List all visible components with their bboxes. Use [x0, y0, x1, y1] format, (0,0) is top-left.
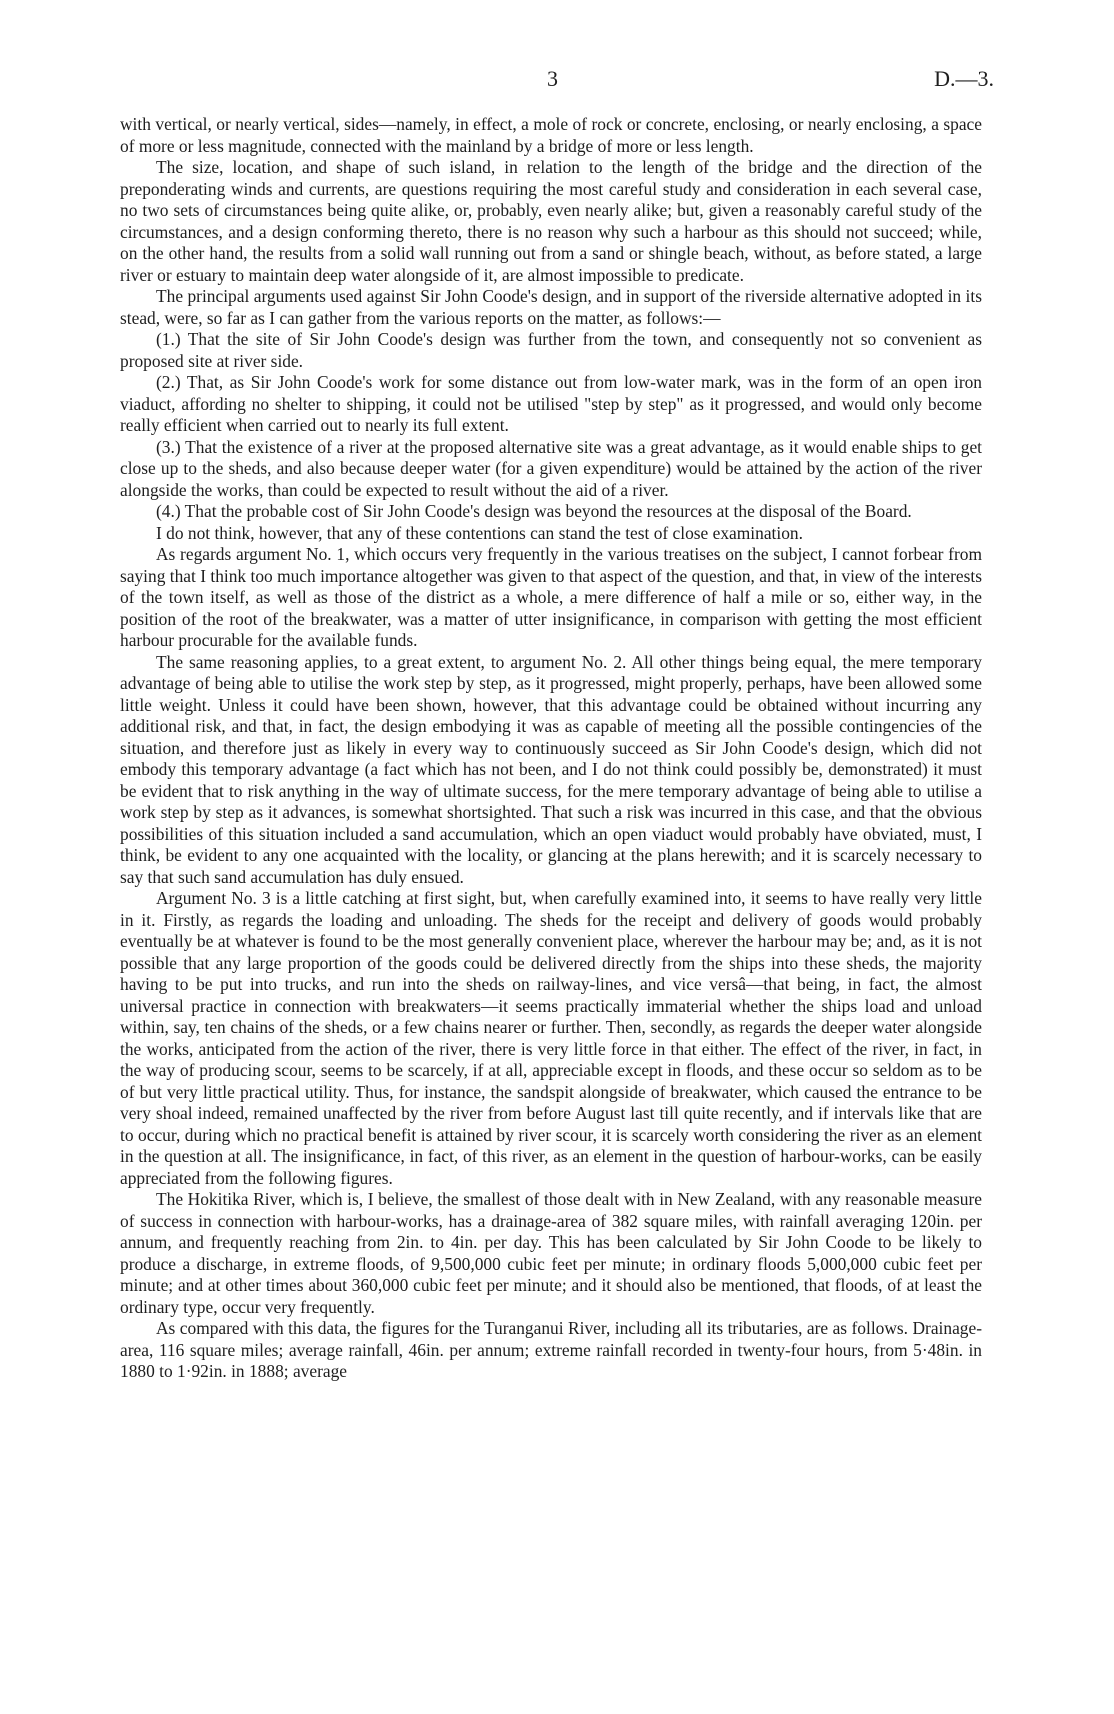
paragraph: with vertical, or nearly vertical, sides—namely, in effect, a mole of rock or concrete, enclosing, or nearly enclosing, a space of more or less magnitude, connected with the mainland by a bridge of more or less length. — [120, 114, 982, 156]
list-item: (3.) That the existence of a river at the proposed alternative site was a great advantage, as it would enable ships to get close up to the sheds, and also because deeper water (for a given expenditure) would be attained by the action of the river alongside the works, than could be expected to result without the aid of a river. — [120, 436, 982, 500]
page-number: 3 — [547, 66, 558, 91]
paragraph: As regards argument No. 1, which occurs very frequently in the various treatises on the subject, I cannot forbear from saying that I think too much importance altogether was given to that aspect of the question, and that, in view of the interests of the town itself, as well as those of the district as a whole, a mere difference of half a mile or so, either way, in the position of the root of the breakwater, was a matter of utter insignificance, in comparison with getting the most efficient harbour procurable for the available funds. — [120, 544, 982, 650]
paragraph: The principal arguments used against Sir John Coode's design, and in support of the riverside alternative adopted in its stead, were, so far as I can gather from the various reports on the matter, as follows:— — [120, 286, 982, 328]
list-item: (4.) That the probable cost of Sir John Coode's design was beyond the resources at the disposal of the Board. — [156, 501, 912, 521]
paragraph: The size, location, and shape of such island, in relation to the length of the bridge and the direction of the preponderating winds and currents, are questions requiring the most careful study and consideration in each several case, no two sets of circumstances being quite alike, or, probably, even nearly alike; but, given a reasonably careful study of the circumstances, and a design conforming thereto, there is no reason why such a harbour as this should not succeed; while, on the other hand, the results from a solid wall running out from a sand or shingle beach, without, as before stated, a large river or estuary to maintain deep water alongside of it, are almost impossible to predicate. — [120, 157, 982, 285]
list-item: (2.) That, as Sir John Coode's work for some distance out from low-water mark, was in the form of an open iron viaduct, affording no shelter to shipping, it could not be utilised "step by step" as it progressed, and would only become really efficient when carried out to nearly its full extent. — [120, 372, 982, 435]
paragraph: The Hokitika River, which is, I believe, the smallest of those dealt with in New Zealand, with any reasonable measure of success in connection with harbour-works, has a drainage-area of 382 square miles, with rainfall averaging 120in. per annum, and frequently reaching from 2in. to 4in. per day. This has been calculated by Sir John Coode to be likely to produce a discharge, in extreme floods, of 9,500,000 cubic feet per minute; in ordinary floods 5,000,000 cubic feet per minute; and at other times about 360,000 cubic feet per minute; and it should also be mentioned, that floods, of at least the ordinary type, occur very frequently. — [120, 1189, 982, 1317]
paragraph: The same reasoning applies, to a great extent, to argument No. 2. All other things being equal, the mere temporary advantage of being able to utilise the work step by step, as it progressed, might properly, perhaps, have been allowed some little weight. Unless it could have been shown, however, that this advantage could be obtained without incurring any additional risk, and that, in fact, the design embodying it was as capable of meeting all the possible contingencies of the situation, and therefore just as likely in every way to continuously succeed as Sir John Coode's design, which did not embody this temporary advantage (a fact which has not been, and I do not think could possibly be, demonstrated) it must be evident that to risk anything in the way of ultimate success, for the mere temporary advantage of being able to utilise a work step by step as it advances, is somewhat shortsighted. That such a risk was incurred in this case, and that the obvious possibilities of this situation included a sand accumulation, which an open viaduct would probably have obviated, must, I think, be evident to any one acquainted with the locality, or glancing at the plans herewith; and it is scarcely necessary to say that such sand accumulation has duly ensued. — [120, 651, 982, 887]
document-reference: D.—3. — [934, 66, 994, 91]
paragraph: As compared with this data, the figures for the Turanganui River, including all its tributaries, are as follows. Drainage-area, 116 square miles; average rainfall, 46in. per annum; extreme rainfall recorded in twenty-four hours, from 5·48in. in 1880 to 1·92in. in 1888; average — [120, 1318, 982, 1381]
list-item: (1.) That the site of Sir John Coode's design was further from the town, and consequently not so convenient as proposed site at river side. — [120, 329, 982, 371]
body-text — [120, 114, 982, 1383]
paragraph: Argument No. 3 is a little catching at first sight, but, when carefully examined into, it seems to have really very little in it. Firstly, as regards the loading and unloading. The sheds for the receipt and delivery of goods would probably eventually be at whatever is found to be the most generally convenient place, wherever the harbour may be; and, as it is not possible that any large proportion of the goods could be delivered directly from the ships into these sheds, the majority having to be put into trucks, and run into the sheds on railway-lines, and vice versâ—that being, in fact, the almost universal practice in connection with breakwaters—it seems practically immaterial whether the ships load and unload within, say, ten chains of the sheds, or a few chains nearer or further. Then, secondly, as regards the deeper water alongside the works, anticipated from the action of the river, there is very little force in that either. The effect of the river, in fact, in the way of producing scour, seems to be scarcely, if at all, appreciable except in floods, and these occur so seldom as to be of but very little practical utility. Thus, for instance, the sandspit alongside of breakwater, which caused the entrance to be very shoal indeed, remained unaffected by the river from before August last till quite recently, and if intervals like that are to occur, during which no practical benefit is attained by river scour, it is scarcely worth considering the river as an element in the question at all. The insignificance, in fact, of this river, as an element in the question of harbour-works, can be easily appreciated from the following figures. — [120, 888, 982, 1188]
paragraph: I do not think, however, that any of these contentions can stand the test of close examination. — [156, 522, 803, 543]
